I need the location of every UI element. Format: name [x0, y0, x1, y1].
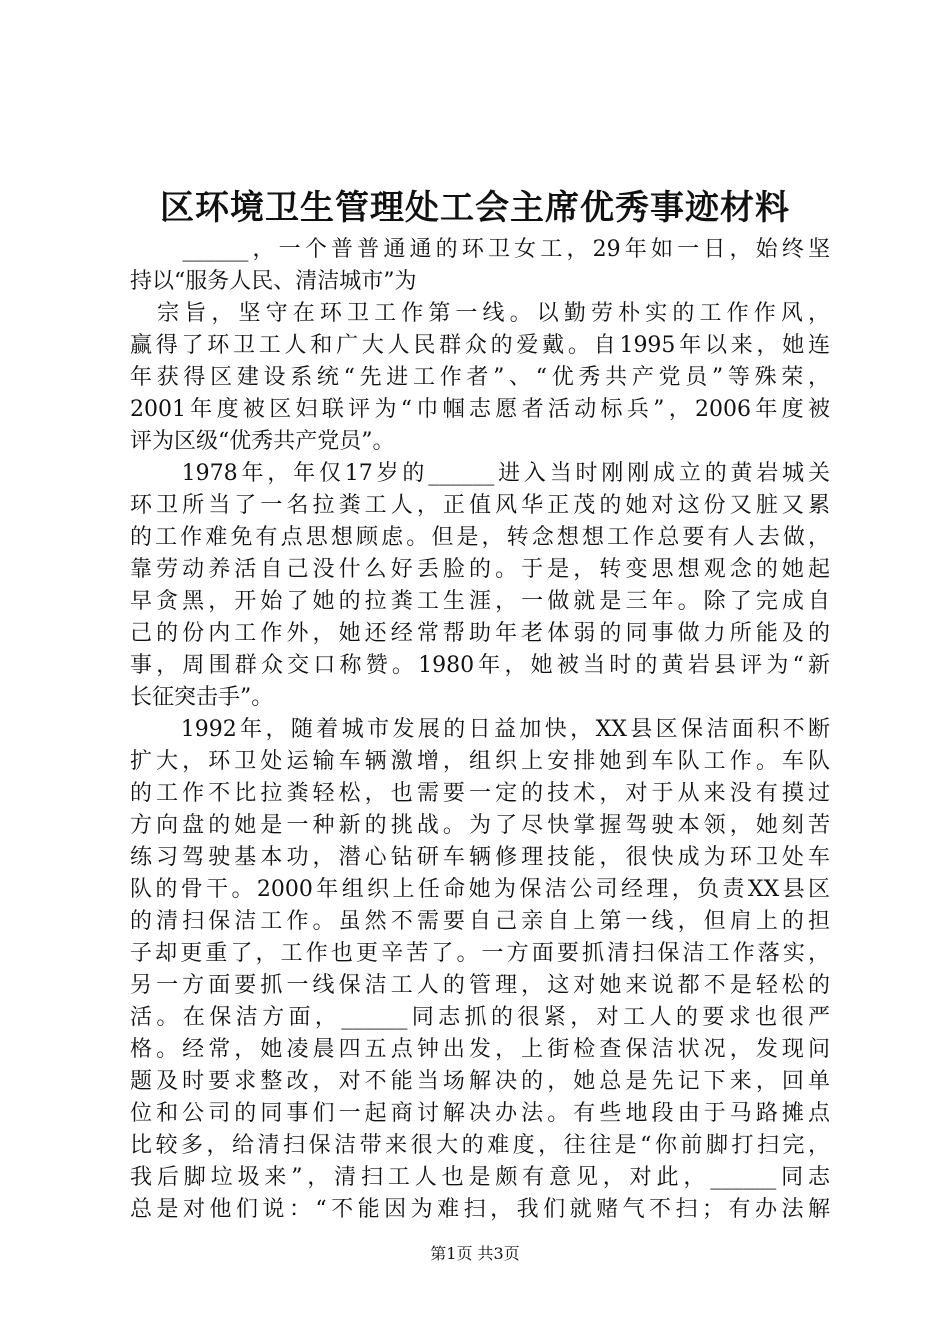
text-line: 的工作难免有点思想顾虑。但是，转念想想工作总要有人去做， [130, 525, 830, 550]
page-footer: 第1页 共3页 [430, 1244, 520, 1263]
text-line: 另一方面要抓一线保洁工人的管理，这对她来说都不是轻松的 [130, 973, 830, 998]
document-body [130, 234, 830, 1226]
text-line: 活。在保洁方面，______同志抓的很紧，对工人的要求也很严 [130, 1005, 830, 1030]
text-line: 的清扫保洁工作。虽然不需要自己亲自上第一线，但肩上的担 [130, 909, 830, 934]
text-line: 的工作不比拉粪轻松，也需要一定的技术，对于从来没有摸过 [130, 781, 830, 806]
text-line: 位和公司的同事们一起商讨解决办法。有些地段由于马路摊点 [130, 1101, 830, 1126]
text-line: 己的份内工作外，她还经常帮助年老体弱的同事做力所能及的 [130, 621, 830, 646]
text-line: 赢得了环卫工人和广大人民群众的爱戴。自1995年以来，她连 [130, 333, 830, 358]
text-line: 早贪黑，开始了她的拉粪工生涯，一做就是三年。除了完成自 [130, 589, 830, 614]
text-line: 我后脚垃圾来”，清扫工人也是颇有意见，对此，______同志 [130, 1165, 830, 1190]
text-line: 宗旨，坚守在环卫工作第一线。以勤劳朴实的工作作风， [130, 301, 830, 326]
text-line: 子却更重了，工作也更辛苦了。一方面要抓清扫保洁工作落实， [130, 941, 830, 966]
text-line: 题及时要求整改，对不能当场解决的，她总是先记下来，回单 [130, 1069, 830, 1094]
text-line: 靠劳动养活自己没什么好丢脸的。于是，转变思想观念的她起 [130, 557, 830, 582]
text-line: 方向盘的她是一种新的挑战。为了尽快掌握驾驶本领，她刻苦 [130, 813, 830, 838]
text-line: 1992年，随着城市发展的日益加快，XX县区保洁面积不断 [130, 717, 830, 742]
document-title: 区环境卫生管理处工会主席优秀事迹材料 [160, 188, 790, 228]
text-line: 队的骨干。2000年组织上任命她为保洁公司经理，负责XX县区 [130, 877, 830, 902]
text-line: ______，一个普普通通的环卫女工，29年如一日，始终坚 [130, 237, 830, 262]
text-line: 长征突击手”。 [130, 685, 274, 710]
text-line: 扩大，环卫处运输车辆激增，组织上安排她到车队工作。车队 [130, 749, 830, 774]
text-line: 1978年，年仅17岁的______进入当时刚刚成立的黄岩城关 [130, 461, 830, 486]
text-line: 2001年度被区妇联评为“巾帼志愿者活动标兵”，2006年度被 [130, 397, 830, 422]
text-line: 比较多，给清扫保洁带来很大的难度，往往是“你前脚打扫完， [130, 1133, 830, 1158]
text-line: 总是对他们说：“不能因为难扫，我们就赌气不扫；有办法解 [130, 1197, 830, 1222]
text-line: 事，周围群众交口称赞。1980年，她被当时的黄岩县评为“新 [130, 653, 830, 678]
text-line: 格。经常，她凌晨四五点钟出发，上街检查保洁状况，发现问 [130, 1037, 830, 1062]
text-line: 练习驾驶基本功，潜心钻研车辆修理技能，很快成为环卫处车 [130, 845, 830, 870]
text-line: 环卫所当了一名拉粪工人，正值风华正茂的她对这份又脏又累 [130, 493, 830, 518]
text-line: 评为区级“优秀共产党员”。 [130, 429, 395, 454]
text-line: 年获得区建设系统“先进工作者”、“优秀共产党员”等殊荣， [130, 365, 830, 390]
text-line: 持以“服务人民、清洁城市”为 [130, 269, 417, 294]
